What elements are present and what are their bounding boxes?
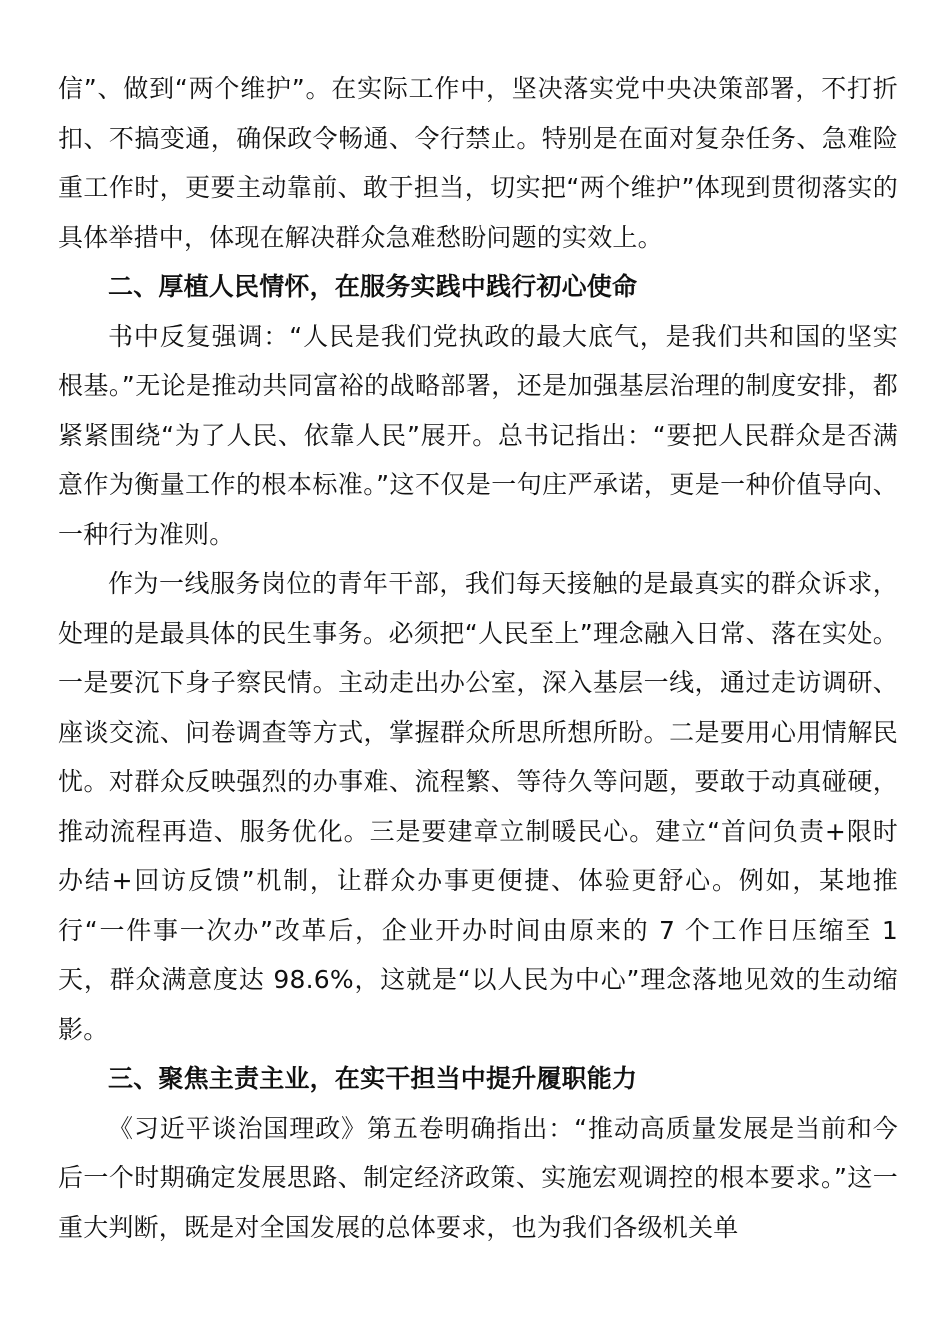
- body-paragraph: 作为一线服务岗位的青年干部，我们每天接触的是最真实的群众诉求，处理的是最具体的民生事务。必须把“人民至上”理念融入日常、落在实处。一是要沉下身子察民情。主动走出办公室，深入基层一线，通过走访调研、座谈交流、问卷调查等方式，掌握群众所思所想所盼。二是要用心用情解民忧。对群众反映强烈的办事难、流程繁、等待久等问题，要敢于动真碰硬，推动流程再造、服务优化。三是要建章立制暖民心。建立“首问负责+限时办结+回访反馈”机制，让群众办事更便捷、体验更舒心。例如，某地推行“一件事一次办”改革后，企业开办时间由原来的 7 个工作日压缩至 1 天，群众满意度达 98.6%，这就是“以人民为中心”理念落地见效的生动缩影。: [58, 569, 898, 1044]
- section-heading-three: 三、聚焦主责主业，在实干担当中提升履职能力: [108, 1064, 638, 1093]
- body-paragraph: 《习近平谈治国理政》第五卷明确指出：“推动高质量发展是当前和今后一个时期确定发展思路、制定经济政策、实施宏观调控的根本要求。”这一重大判断，既是对全国发展的总体要求，也为我们各级机关单: [58, 1113, 898, 1242]
- continuation-paragraph: 信”、做到“两个维护”。在实际工作中，坚决落实党中央决策部署，不打折扣、不搞变通，确保政令畅通、令行禁止。特别是在面对复杂任务、急难险重工作时，更要主动靠前、敢于担当，切实把“两个维护”体现到贯彻落实的具体举措中，体现在解决群众急难愁盼问题的实效上。: [58, 74, 898, 252]
- document-page: [58, 64, 898, 1252]
- body-paragraph: 书中反复强调：“人民是我们党执政的最大底气，是我们共和国的坚实根基。”无论是推动共同富裕的战略部署，还是加强基层治理的制度安排，都紧紧围绕“为了人民、依靠人民”展开。总书记指出：“要把人民群众是否满意作为衡量工作的根本标准。”这不仅是一句庄严承诺，更是一种价值导向、一种行为准则。: [58, 321, 898, 549]
- section-heading-two: 二、厚植人民情怀，在服务实践中践行初心使命: [108, 272, 638, 301]
